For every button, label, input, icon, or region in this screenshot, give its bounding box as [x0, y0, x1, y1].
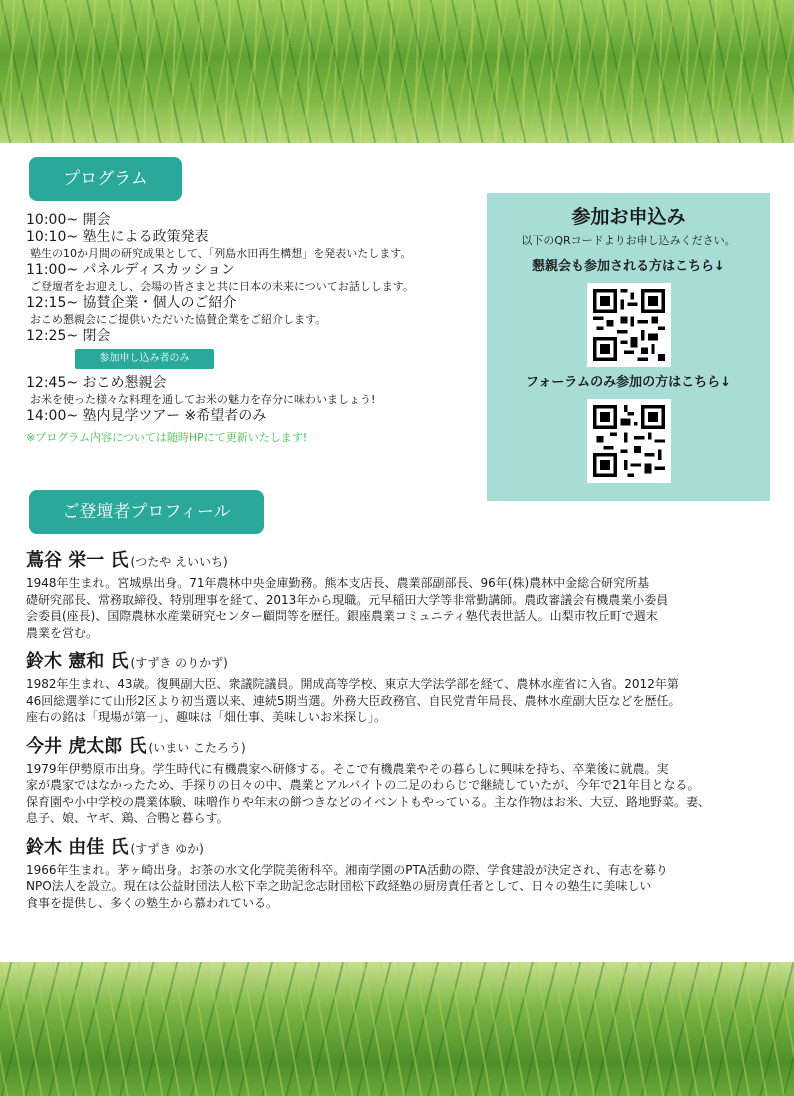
program-item: 11:00~ パネルディスカッション [26, 262, 235, 278]
rice-field-photo-top [0, 0, 794, 143]
speaker-bio [26, 575, 776, 641]
bio-line: 1966年生まれ。茅ヶ崎出身。お茶の水文化学院美術科卒。湘南学園のPTA活動の際、学食建設が決定され、有志を募り [26, 862, 668, 877]
application-panel [487, 193, 770, 501]
bio-line: 1982年生まれ、43歳。復興副大臣、衆議院議員。開成高等学校、東京大学法学部を経て、農林水産省に入省。2012年第 [26, 677, 679, 691]
bio-line: NPO法人を設立。現在は公益財団法人松下幸之助記念志財団松下政経塾の厨房責任者として、日々の塾生に美味しい [26, 879, 652, 893]
bio-line: 会委員(座長)、国際農林水産業研究センター顧問等を歴任。銀座農業コミュニティ塾代表世話人。山梨市牧丘町で週末 [26, 609, 658, 623]
speaker-profile [26, 734, 776, 827]
forum-only-lead-text: フォーラムのみ参加の方はこちら↓ [525, 375, 732, 390]
speaker-name: 今井 虎太郎 氏 [26, 735, 147, 757]
program-item-desc: 塾生の10か月間の研究成果として、「列島水田再生構想」を発表いたします。 [30, 247, 412, 260]
speaker-name-row [26, 649, 776, 676]
speaker-bio [26, 761, 776, 827]
bio-line: 家が農家ではなかったため、手探りの日々の中、農業とアルバイトの二足のわらじで継続していたが、今年で21年目となる。 [26, 778, 700, 792]
program-list [26, 212, 486, 447]
program-item-desc: お米を使った様々な料理を通してお米の魅力を存分に味わいましょう! [30, 393, 376, 406]
speaker-name-row [26, 734, 776, 761]
program-item: 14:00~ 塾内見学ツアー ※希望者のみ [26, 408, 267, 424]
profile-heading: ご登壇者プロフィール [29, 490, 264, 534]
program-heading: プログラム [29, 157, 182, 201]
bio-line: 1979年伊勢原市出身。学生時代に有機農家へ研修する。そこで有機農業やその暮らしに興味を持ち、卒業後に就農。実 [26, 761, 669, 776]
bio-line: 農業を営む。 [26, 625, 99, 640]
participants-only-badge: 参加申し込み者のみ [75, 349, 214, 369]
qr-code-forum-only[interactable] [587, 399, 671, 483]
speaker-profiles [26, 548, 776, 919]
speaker-kana: (すずき のりかず) [130, 656, 228, 670]
speaker-kana: (いまい こたろう) [148, 740, 246, 755]
speaker-bio [26, 676, 776, 726]
program-item: 12:45~ おこめ懇親会 [26, 375, 167, 391]
application-title: 参加お申込み [571, 206, 686, 228]
speaker-kana: (すずき ゆか) [130, 841, 204, 856]
party-lead-text: 懇親会も参加される方はこちら↓ [532, 259, 725, 274]
speaker-name-row [26, 835, 776, 862]
speaker-name: 蔦谷 栄一 氏 [26, 550, 129, 571]
speaker-kana: (つたや えいいち) [130, 555, 228, 569]
program-item: 12:25~ 閉会 [26, 328, 111, 344]
speaker-profile [26, 835, 776, 912]
program-item: 10:10~ 塾生による政策発表 [26, 229, 209, 245]
speaker-name: 鈴木 由佳 氏 [26, 836, 129, 858]
bio-line: 座右の銘は「現場が第一」、趣味は「畑仕事、美味しいお米探し」。 [26, 710, 387, 724]
bio-line: 46回総選挙にて山形2区より初当選以来、連続5期当選。外務大臣政務官、自民党青年局長、農林水産副大臣などを歴任。 [26, 693, 681, 708]
program-item-desc: おこめ懇親会にご提供いただいた協賛企業をご紹介します。 [30, 313, 327, 326]
bio-line: 礎研究部長、常務取締役、特別理事を経て、2013年から現職。元早稲田大学等非常勤講師。農政審議会有機農業小委員 [26, 592, 669, 607]
speaker-bio [26, 862, 776, 912]
speaker-profile [26, 548, 776, 641]
qr-code-icon [593, 289, 665, 361]
bio-line: 1948年生まれ。宮城県出身。71年農林中央金庫勤務。熊本支店長、農業部副部長、96年(株)農林中金総合研究所基 [26, 576, 650, 590]
program-update-note: ※プログラム内容については随時HPにて更新いたします! [26, 431, 308, 444]
bio-line: 食事を提供し、多くの塾生から慕われている。 [26, 895, 279, 910]
rice-field-photo-bottom [0, 962, 794, 1096]
program-item-desc: ご登壇者をお迎えし、会場の皆さまと共に日本の未来についてお話しします。 [30, 280, 414, 293]
speaker-name-row [26, 548, 776, 575]
speaker-profile [26, 649, 776, 726]
program-item: 10:00~ 開会 [26, 212, 111, 228]
bio-line: 保育園や小中学校の農業体験、味噌作りや年末の餅つきなどのイベントもやっている。主な作物はお米、大豆、路地野菜。妻、 [26, 794, 711, 809]
speaker-name: 鈴木 憲和 氏 [26, 651, 129, 672]
qr-code-icon [593, 405, 665, 477]
bio-line: 息子、娘、ヤギ、鶏、合鴨と暮らす。 [26, 811, 229, 825]
application-subtitle: 以下のQRコードよりお申し込みください。 [521, 234, 736, 247]
qr-code-party[interactable] [587, 283, 671, 367]
program-item: 12:15~ 協賛企業・個人のご紹介 [26, 295, 237, 311]
